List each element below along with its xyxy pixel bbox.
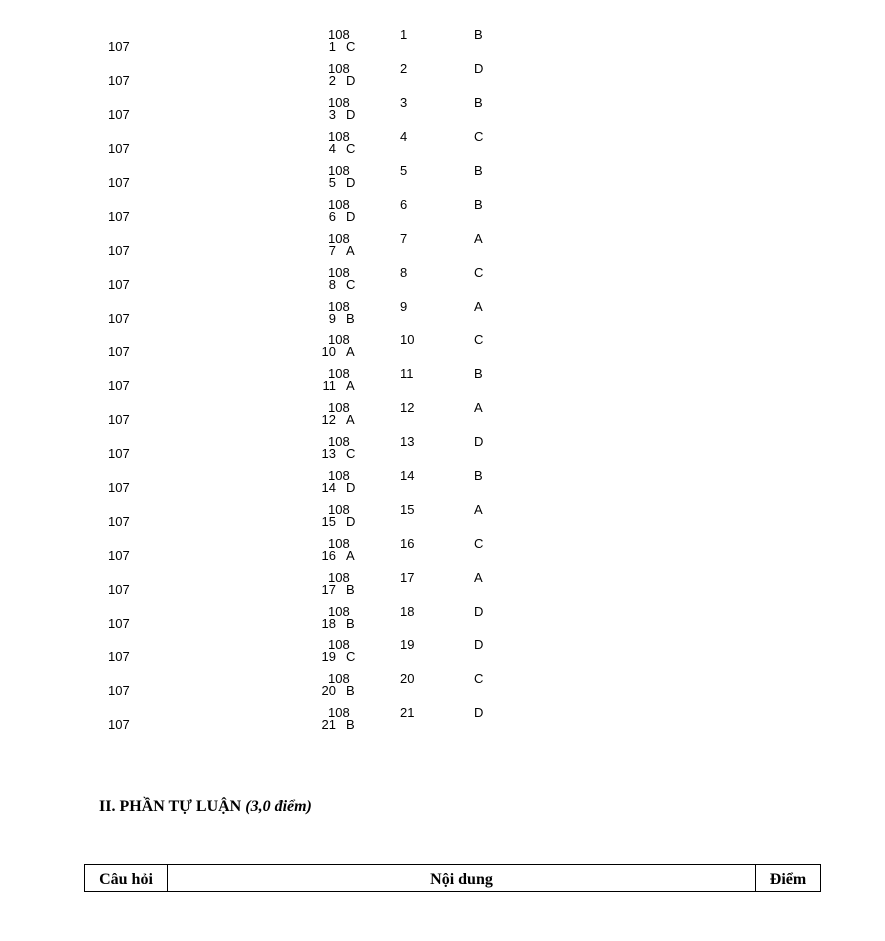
exam-code-cell: 107 bbox=[108, 276, 130, 292]
table-row bbox=[328, 459, 504, 493]
answer-cell: D bbox=[474, 637, 484, 653]
header-score: Điểm bbox=[756, 865, 821, 892]
exam-code-cell: 107 bbox=[108, 39, 130, 55]
table-row bbox=[328, 696, 504, 730]
answer-cell: D bbox=[346, 208, 356, 224]
question-number-cell: 11 bbox=[322, 378, 336, 394]
table-row bbox=[328, 323, 504, 357]
section-heading bbox=[99, 798, 312, 816]
table-row bbox=[328, 662, 504, 696]
exam-code-cell: 108 bbox=[328, 603, 350, 619]
exam-code-cell: 107 bbox=[108, 446, 130, 462]
question-number-cell: 15 bbox=[321, 513, 336, 529]
exam-code-cell: 107 bbox=[108, 175, 130, 190]
table-row bbox=[328, 52, 504, 86]
exam-code-cell: 108 bbox=[328, 196, 350, 212]
question-number-cell: 11 bbox=[400, 366, 414, 382]
table-row bbox=[328, 357, 504, 391]
question-number-cell: 19 bbox=[321, 649, 336, 665]
question-number-cell: 10 bbox=[321, 344, 336, 360]
answer-cell: C bbox=[474, 264, 484, 280]
exam-code-cell: 107 bbox=[108, 649, 130, 665]
section-subtitle: (3,0 điểm) bbox=[245, 798, 312, 815]
exam-code-cell: 108 bbox=[328, 637, 350, 653]
answer-cell: A bbox=[474, 501, 483, 517]
exam-code-cell: 108 bbox=[328, 400, 350, 416]
exam-code-cell: 107 bbox=[108, 310, 130, 326]
question-number-cell: 10 bbox=[400, 332, 415, 348]
exam-code-cell: 107 bbox=[108, 107, 130, 123]
exam-code-cell: 107 bbox=[108, 412, 130, 428]
answer-cell: A bbox=[346, 242, 355, 258]
table-row bbox=[328, 628, 504, 662]
question-number-cell: 7 bbox=[328, 242, 336, 258]
answer-cell: C bbox=[474, 129, 484, 145]
question-number-cell: 4 bbox=[328, 141, 336, 157]
answer-cell: D bbox=[474, 705, 484, 721]
exam-code-cell: 108 bbox=[328, 468, 350, 484]
question-number-cell: 15 bbox=[400, 501, 415, 517]
table-row bbox=[328, 187, 504, 221]
answer-cell: C bbox=[346, 649, 356, 665]
exam-code-cell: 107 bbox=[108, 547, 130, 563]
question-number-cell: 2 bbox=[400, 61, 408, 77]
table-row bbox=[328, 560, 504, 594]
exam-code-cell: 107 bbox=[108, 717, 130, 733]
exam-code-cell: 108 bbox=[328, 264, 350, 280]
question-number-cell: 7 bbox=[400, 230, 408, 246]
question-number-cell: 14 bbox=[321, 480, 336, 496]
table-row bbox=[328, 154, 504, 188]
essay-grading-table bbox=[84, 864, 821, 892]
table-row bbox=[328, 18, 504, 52]
question-number-cell: 20 bbox=[400, 671, 415, 687]
answer-cell: A bbox=[346, 344, 355, 360]
answer-cell: A bbox=[474, 569, 483, 585]
table-row bbox=[328, 526, 504, 560]
exam-code-cell: 107 bbox=[108, 581, 130, 597]
exam-code-cell: 107 bbox=[108, 378, 130, 394]
question-number-cell: 12 bbox=[321, 412, 336, 428]
question-number-cell: 5 bbox=[400, 163, 408, 178]
table-row bbox=[328, 120, 504, 154]
table-row bbox=[328, 594, 504, 628]
question-number-cell: 3 bbox=[400, 95, 408, 111]
answer-cell: D bbox=[346, 73, 356, 89]
exam-code-cell: 107 bbox=[108, 208, 130, 224]
answer-cell: B bbox=[474, 196, 483, 212]
exam-code-cell: 108 bbox=[328, 671, 350, 687]
answer-cell: D bbox=[346, 107, 356, 123]
answer-cell: A bbox=[474, 400, 483, 416]
question-number-cell: 9 bbox=[328, 310, 336, 326]
question-number-cell: 17 bbox=[321, 581, 336, 597]
question-number-cell: 17 bbox=[400, 569, 415, 585]
question-number-cell: 1 bbox=[328, 39, 336, 55]
answer-cell: D bbox=[346, 175, 356, 190]
question-number-cell: 13 bbox=[400, 434, 415, 450]
table-row bbox=[328, 492, 504, 526]
question-number-cell: 16 bbox=[400, 535, 415, 551]
question-number-cell: 20 bbox=[321, 683, 336, 699]
answer-cell: D bbox=[346, 480, 356, 496]
answer-cell: B bbox=[346, 581, 355, 597]
exam-code-cell: 108 bbox=[328, 332, 350, 348]
exam-code-cell: 108 bbox=[328, 230, 350, 246]
header-content: Nội dung bbox=[168, 865, 756, 892]
table-row bbox=[328, 425, 504, 459]
question-number-cell: 8 bbox=[400, 264, 408, 280]
exam-code-cell: 108 bbox=[328, 535, 350, 551]
exam-code-cell: 107 bbox=[108, 344, 130, 360]
question-number-cell: 13 bbox=[321, 446, 336, 462]
answer-key-table-108 bbox=[328, 18, 504, 730]
answer-cell: D bbox=[474, 61, 484, 77]
exam-code-cell: 108 bbox=[328, 95, 350, 111]
answer-cell: B bbox=[474, 27, 483, 43]
answer-cell: B bbox=[346, 717, 355, 733]
answer-cell: C bbox=[474, 332, 484, 348]
exam-code-cell: 107 bbox=[108, 683, 130, 699]
exam-code-cell: 107 bbox=[108, 242, 130, 258]
question-number-cell: 1 bbox=[400, 27, 408, 43]
table-row bbox=[328, 86, 504, 120]
exam-code-cell: 108 bbox=[328, 298, 350, 314]
question-number-cell: 16 bbox=[321, 547, 336, 563]
exam-code-cell: 108 bbox=[328, 27, 350, 43]
question-number-cell: 6 bbox=[328, 208, 336, 224]
exam-code-cell: 107 bbox=[108, 480, 130, 496]
table-row bbox=[328, 391, 504, 425]
answer-cell: B bbox=[474, 95, 483, 111]
answer-cell: C bbox=[346, 276, 356, 292]
answer-cell: B bbox=[474, 163, 483, 178]
answer-cell: C bbox=[474, 535, 484, 551]
answer-cell: B bbox=[474, 468, 483, 484]
answer-cell: A bbox=[346, 547, 355, 563]
table-row bbox=[328, 221, 504, 255]
exam-code-cell: 107 bbox=[108, 615, 130, 631]
exam-code-cell: 107 bbox=[108, 141, 130, 157]
answer-cell: C bbox=[346, 141, 356, 157]
exam-code-cell: 108 bbox=[328, 61, 350, 77]
answer-cell: B bbox=[474, 366, 483, 382]
answer-cell: D bbox=[474, 603, 484, 619]
exam-code-cell: 108 bbox=[328, 501, 350, 517]
question-number-cell: 21 bbox=[400, 705, 415, 721]
question-number-cell: 14 bbox=[400, 468, 415, 484]
exam-code-cell: 107 bbox=[108, 513, 130, 529]
answer-cell: B bbox=[346, 683, 355, 699]
header-question: Câu hỏi bbox=[85, 865, 168, 892]
answer-key-body-108 bbox=[328, 18, 504, 730]
answer-cell: B bbox=[346, 310, 355, 326]
question-number-cell: 2 bbox=[328, 73, 336, 89]
essay-table-header-row bbox=[85, 865, 821, 892]
exam-code-cell: 108 bbox=[328, 434, 350, 450]
question-number-cell: 6 bbox=[400, 196, 408, 212]
exam-code-cell: 108 bbox=[328, 163, 350, 178]
question-number-cell: 8 bbox=[328, 276, 336, 292]
question-number-cell: 18 bbox=[321, 615, 336, 631]
table-row bbox=[328, 289, 504, 323]
answer-cell: B bbox=[346, 615, 355, 631]
exam-code-cell: 108 bbox=[328, 569, 350, 585]
answer-cell: A bbox=[474, 298, 483, 314]
exam-code-cell: 108 bbox=[328, 129, 350, 145]
question-number-cell: 18 bbox=[400, 603, 415, 619]
question-number-cell: 9 bbox=[400, 298, 408, 314]
exam-code-cell: 108 bbox=[328, 705, 350, 721]
answer-cell: A bbox=[474, 230, 483, 246]
table-row bbox=[328, 255, 504, 289]
question-number-cell: 5 bbox=[328, 175, 336, 190]
exam-code-cell: 108 bbox=[328, 366, 350, 382]
question-number-cell: 12 bbox=[400, 400, 415, 416]
answer-cell: A bbox=[346, 412, 355, 428]
answer-cell: C bbox=[346, 446, 356, 462]
question-number-cell: 3 bbox=[328, 107, 336, 123]
question-number-cell: 4 bbox=[400, 129, 408, 145]
answer-cell: C bbox=[474, 671, 484, 687]
question-number-cell: 19 bbox=[400, 637, 415, 653]
question-number-cell: 21 bbox=[321, 717, 336, 733]
answer-cell: A bbox=[346, 378, 355, 394]
answer-cell: D bbox=[474, 434, 484, 450]
section-title: II. PHẦN TỰ LUẬN bbox=[99, 798, 242, 815]
exam-code-cell: 107 bbox=[108, 73, 130, 89]
answer-cell: D bbox=[346, 513, 356, 529]
answer-cell: C bbox=[346, 39, 356, 55]
